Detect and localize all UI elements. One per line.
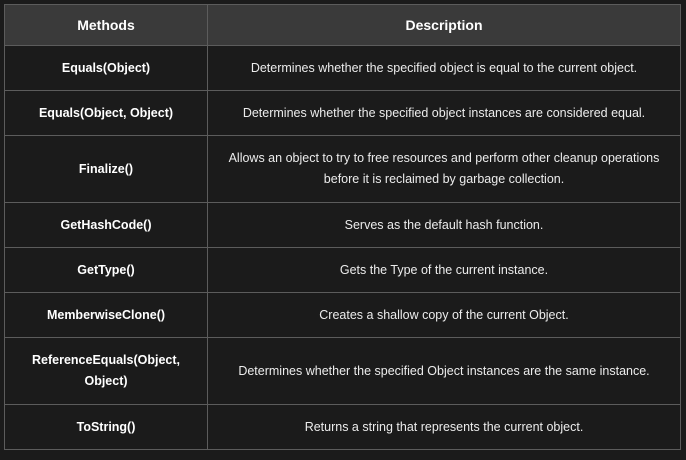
table-row (5, 248, 681, 293)
method-cell: GetType() (5, 248, 208, 293)
method-cell: ReferenceEquals(Object, Object) (5, 338, 208, 405)
description-cell: Gets the Type of the current instance. (208, 248, 681, 293)
method-cell: Finalize() (5, 136, 208, 203)
description-cell: Determines whether the specified object is equal to the current object. (208, 46, 681, 91)
header-methods: Methods (5, 5, 208, 46)
description-cell: Serves as the default hash function. (208, 203, 681, 248)
table-row (5, 203, 681, 248)
header-description: Description (208, 5, 681, 46)
method-cell: Equals(Object) (5, 46, 208, 91)
method-cell: MemberwiseClone() (5, 293, 208, 338)
table-header-row (5, 5, 681, 46)
table-row (5, 405, 681, 450)
description-cell: Returns a string that represents the current object. (208, 405, 681, 450)
method-cell: ToString() (5, 405, 208, 450)
table-row (5, 46, 681, 91)
table-row (5, 338, 681, 405)
method-cell: GetHashCode() (5, 203, 208, 248)
description-cell: Determines whether the specified Object instances are the same instance. (208, 338, 681, 405)
description-cell: Creates a shallow copy of the current Object. (208, 293, 681, 338)
table-row (5, 136, 681, 203)
description-cell: Allows an object to try to free resources and perform other cleanup operations before it is reclaimed by garbage collection. (208, 136, 681, 203)
description-cell: Determines whether the specified object instances are considered equal. (208, 91, 681, 136)
methods-table-container (4, 4, 680, 456)
table-row (5, 293, 681, 338)
method-cell: Equals(Object, Object) (5, 91, 208, 136)
methods-table (4, 4, 681, 450)
table-row (5, 91, 681, 136)
